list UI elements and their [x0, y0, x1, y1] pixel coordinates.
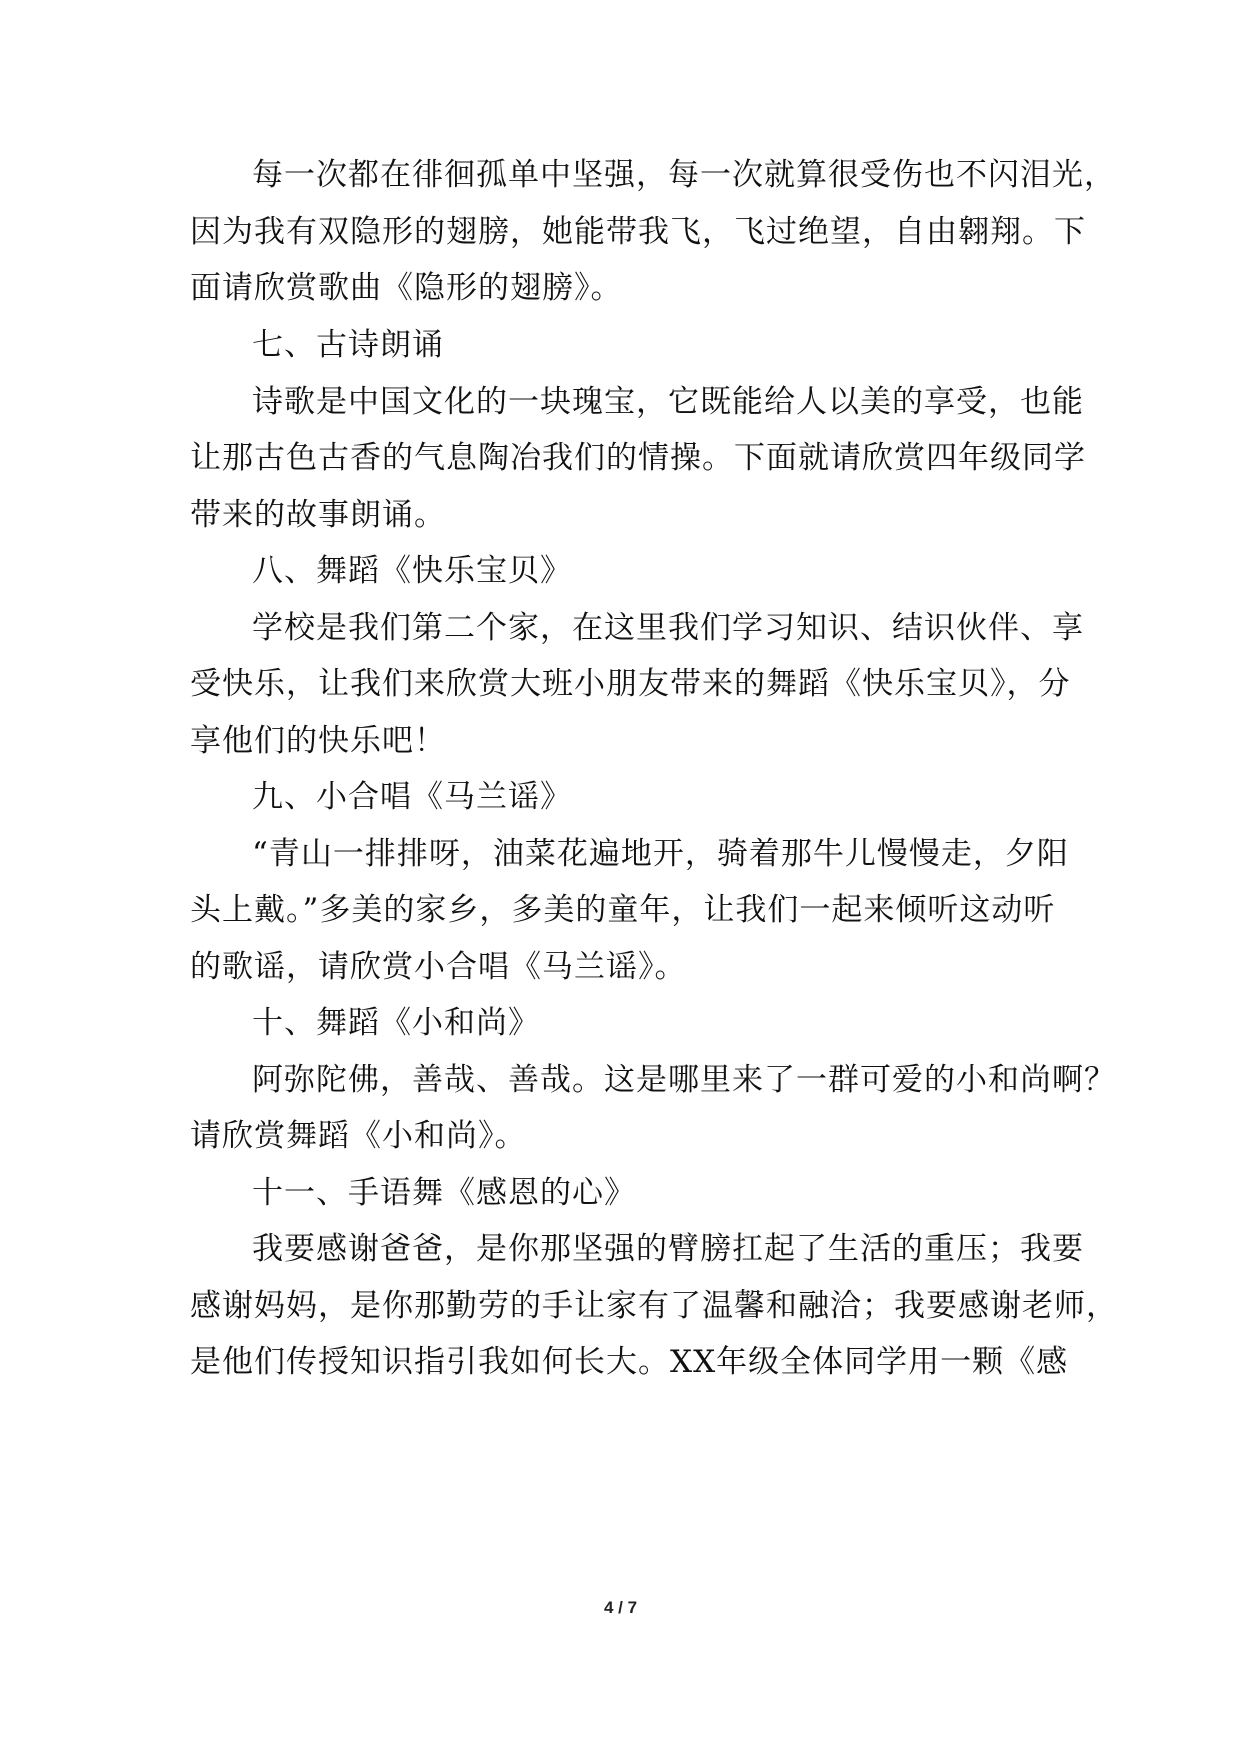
- section-heading: 八、舞蹈《快乐宝贝》: [252, 553, 572, 589]
- section-heading: 九、小合唱《马兰谣》: [252, 779, 572, 815]
- section-heading: 十一、手语舞《感恩的心》: [252, 1175, 636, 1211]
- paragraph-line: 的歌谣，请欣赏小合唱《马兰谣》。: [190, 949, 687, 985]
- paragraph-line: 学校是我们第二个家，在这里我们学习知识、结识伙伴、享: [252, 610, 1084, 646]
- paragraph-line: 阿弥陀佛，善哉、善哉。这是哪里来了一群可爱的小和尚啊？: [252, 1062, 1116, 1098]
- section-heading: 七、古诗朗诵: [252, 327, 444, 363]
- paragraph-line: 感谢妈妈，是你那勤劳的手让家有了温馨和融洽；我要感谢老师，: [190, 1288, 1118, 1324]
- paragraph-line: 让那古色古香的气息陶冶我们的情操。下面就请欣赏四年级同学: [190, 440, 1086, 476]
- paragraph-line: 因为我有双隐形的翅膀，她能带我飞，飞过绝望，自由翱翔。下: [190, 214, 1086, 250]
- paragraph-line: 我要感谢爸爸，是你那坚强的臂膀扛起了生活的重压；我要: [252, 1231, 1084, 1267]
- section-heading: 十、舞蹈《小和尚》: [252, 1005, 540, 1041]
- paragraph-line: 每一次都在徘徊孤单中坚强，每一次就算很受伤也不闪泪光，: [252, 157, 1116, 193]
- paragraph-line: “青山一排排呀，油菜花遍地开，骑着那牛儿慢慢走，夕阳: [252, 836, 1069, 872]
- paragraph-line: 面请欣赏歌曲《隐形的翅膀》。: [190, 270, 623, 306]
- paragraph-line: 享他们的快乐吧！: [190, 723, 446, 759]
- paragraph-line: 诗歌是中国文化的一块瑰宝，它既能给人以美的享受，也能: [252, 384, 1084, 420]
- paragraph-line: 受快乐，让我们来欣赏大班小朋友带来的舞蹈《快乐宝贝》，分: [190, 666, 1071, 702]
- paragraph-line: 是他们传授知识指引我如何长大。XX年级全体同学用一颗《感: [190, 1344, 1069, 1380]
- paragraph-line: 带来的故事朗诵。: [190, 497, 446, 533]
- page-number: 4 / 7: [603, 1598, 638, 1617]
- paragraph-line: 请欣赏舞蹈《小和尚》。: [190, 1118, 527, 1154]
- paragraph-line: 头上戴。”多美的家乡，多美的童年，让我们一起来倾听这动听: [190, 892, 1056, 928]
